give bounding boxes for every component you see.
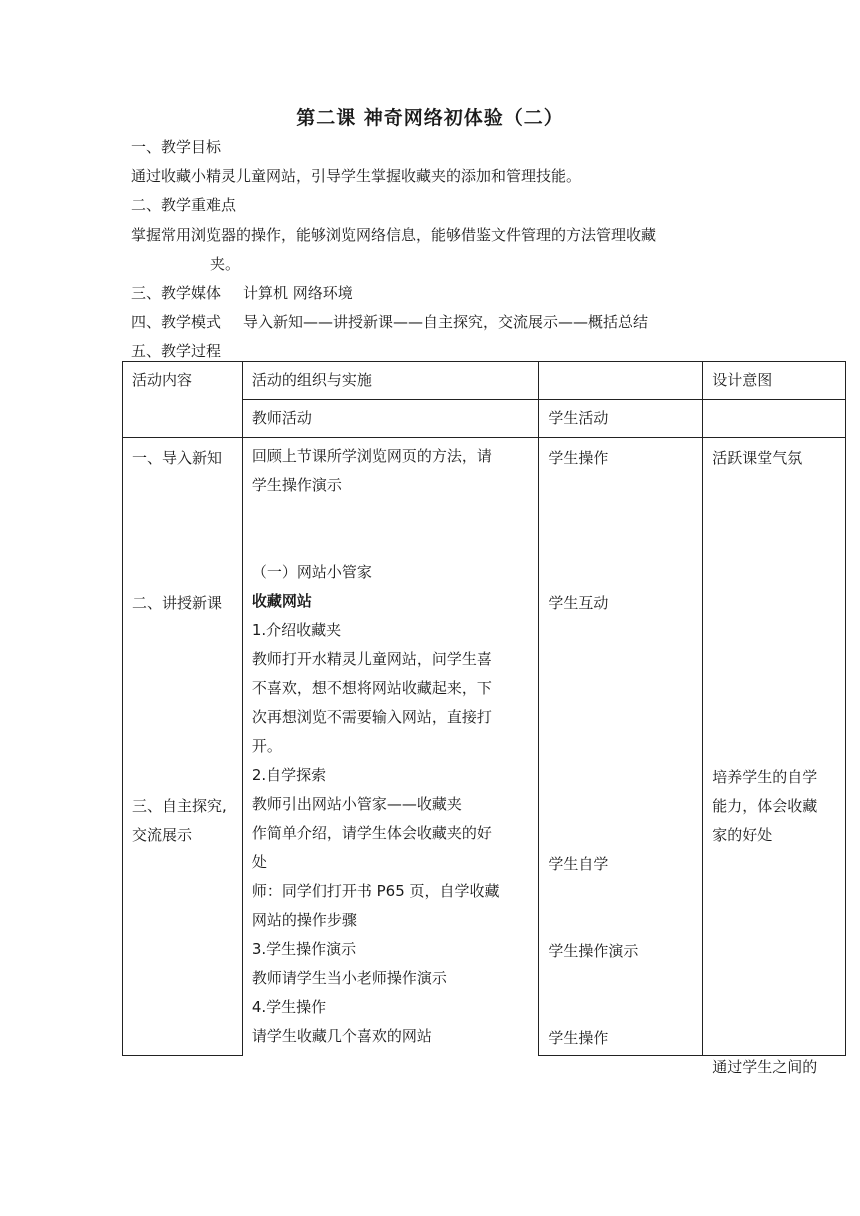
intent-line: 能力，体会收藏: [712, 797, 818, 815]
teacher-line: 4.学生操作: [251, 998, 327, 1016]
section-mode-text: 导入新知——讲授新课——自主探究，交流展示——概括总结: [243, 313, 649, 331]
teacher-line: 作简单介绍，请学生体会收藏夹的好: [251, 824, 492, 842]
activity-teach: 二、讲授新课: [132, 594, 223, 612]
section-goal-heading: 一、教学目标: [131, 138, 222, 156]
section-media-heading: 三、教学媒体: [131, 284, 222, 302]
section-key-text-1: 掌握常用浏览器的操作，能够浏览网络信息，能够借鉴文件管理的方法管理收藏: [131, 226, 657, 244]
section-media-text: 计算机 网络环境: [243, 284, 353, 302]
teacher-line: 教师打开水精灵儿童网站，问学生喜: [251, 650, 492, 668]
teacher-line: 不喜欢，想不想将网站收藏起来，下: [251, 679, 492, 697]
student-line: 学生操作演示: [548, 942, 639, 960]
intent-line: 家的好处: [712, 826, 773, 844]
design-intent-cell: [703, 438, 846, 1076]
page-title: 第二课 神奇网络初体验（二）: [296, 107, 564, 129]
lesson-process-table: [122, 361, 846, 1076]
section-process-heading: 五、教学过程: [131, 342, 222, 360]
section-mode-heading: 四、教学模式: [131, 313, 222, 331]
teacher-activity-cell: [242, 438, 539, 1056]
activity-explore-1: 三、自主探究,: [132, 797, 227, 815]
teacher-line: 1.介绍收藏夹: [251, 621, 342, 639]
header-student-activity: 学生活动: [539, 400, 703, 438]
student-line: 学生互动: [548, 594, 609, 612]
teacher-line: 请学生收藏几个喜欢的网站: [251, 1027, 432, 1045]
header-empty-1: [539, 362, 703, 400]
teacher-line: 收藏网站: [251, 592, 312, 610]
section-key-heading: 二、教学重难点: [131, 196, 237, 214]
activity-intro: 一、导入新知: [132, 449, 223, 467]
teacher-line: 师：同学们打开书 P65 页，自学收藏: [251, 882, 500, 900]
header-empty-2: [703, 400, 846, 438]
teacher-line: 教师请学生当小老师操作演示: [251, 969, 447, 987]
student-line: 学生操作: [548, 1029, 609, 1047]
header-organization: 活动的组织与实施: [242, 362, 539, 400]
header-design-intent: 设计意图: [703, 362, 846, 400]
teacher-line: 网站的操作步骤: [251, 911, 357, 929]
student-line: 学生操作: [548, 449, 609, 467]
header-activity-content: 活动内容: [123, 362, 243, 438]
teacher-line: 3.学生操作演示: [251, 940, 357, 958]
teacher-line: （一）网站小管家: [251, 563, 372, 581]
teacher-line: 回顾上节课所学浏览网页的方法，请: [251, 447, 492, 465]
activity-explore-2: 交流展示: [132, 826, 193, 844]
section-mode: [131, 312, 648, 332]
teacher-line: 次再想浏览不需要输入网站，直接打: [251, 708, 492, 726]
section-goal-text: 通过收藏小精灵儿童网站，引导学生掌握收藏夹的添加和管理技能。: [131, 167, 582, 185]
header-teacher-activity: 教师活动: [242, 400, 539, 438]
student-activity-cell: [539, 438, 703, 1056]
section-key-text-2: 夹。: [210, 255, 241, 273]
section-media: [131, 283, 353, 303]
teacher-line: 2.自学探索: [251, 766, 327, 784]
teacher-line: 学生操作演示: [251, 476, 342, 494]
intent-line: 通过学生之间的: [712, 1058, 818, 1076]
intent-line: 培养学生的自学: [712, 768, 818, 786]
teacher-line: 开。: [251, 737, 282, 755]
intent-line: 活跃课堂气氛: [712, 449, 803, 467]
table-body-row: [123, 438, 846, 1056]
teacher-line: 教师引出网站小管家——收藏夹: [251, 795, 462, 813]
table-header-row-1: [123, 362, 846, 400]
activity-content-cell: [123, 438, 243, 1056]
teacher-line: 处: [251, 853, 267, 871]
student-line: 学生自学: [548, 855, 609, 873]
